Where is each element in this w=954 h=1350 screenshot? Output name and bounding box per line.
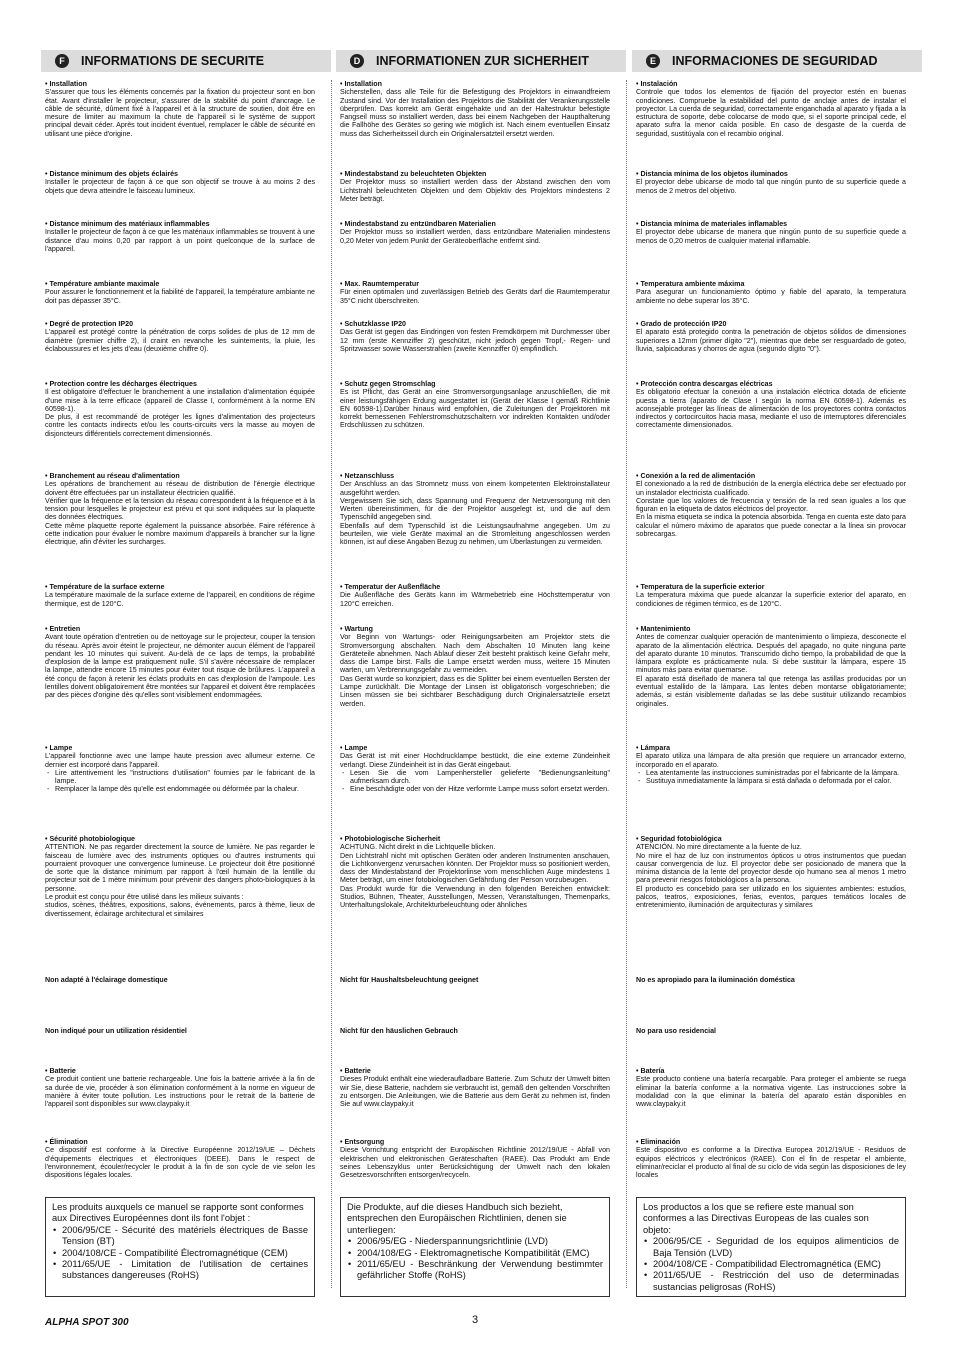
paragraph: Der Projektor muss so installiert werden, dass entzündbare Materialien mindestens 0,20 Meter von jedem Punkt der Geräteoberfläche entfernt sind.	[340, 228, 610, 245]
page-number: 3	[472, 1314, 479, 1326]
directive-list	[347, 1236, 603, 1282]
safety-section	[340, 280, 610, 305]
directive-list	[52, 1225, 308, 1282]
compliance-box	[340, 1197, 610, 1297]
section-header	[632, 50, 922, 72]
safety-section	[340, 1067, 610, 1108]
section-heading: • Lampe	[45, 744, 73, 752]
language-badge: E	[646, 54, 660, 68]
list-item: - Remplacer la lampe dès qu'elle est endommagée ou déformée par la chaleur.	[55, 785, 315, 793]
safety-section	[45, 1067, 315, 1108]
section-heading: • Temperatura de la superficie exterior	[636, 583, 765, 591]
column-german	[336, 50, 626, 1281]
language-badge: D	[350, 54, 364, 68]
paragraph: Den Lichtstrahl nicht mit optischen Geräten oder anderen Instrumenten anschauen, die Lichtkonvergenz verursachen könnten. Der Projektor muss so positioniert werden, dass der Mindestabstand der Projektorlinse vom menschlichen Auge mindestens 1 Meter beträgt, um einer fotobiologischen Gefährdung der Person vorzubeugen.	[340, 851, 610, 885]
safety-section	[340, 320, 610, 353]
paragraph: ATENCIÓN. No mire directamente a la fuente de luz.	[636, 843, 802, 852]
usage-notice: Nicht für Haushaltsbeleuchtung geeignet	[340, 976, 479, 984]
paragraph: Ce produit contient une batterie rechargeable. Une fois la batterie arrivée à la fin de sa durée de vie, procéder à son élimination conformément à la norme en vigueur de manière à éviter toute pollution. Les instructions pour le retrait de la batterie de l'appareil sont disponibles sur www.claypaky.it	[45, 1075, 315, 1109]
paragraph: El proyector debe ubicarse de modo tal que ningún punto de su superficie quede a menos de 2 metros del objetivo.	[636, 178, 906, 195]
compliance-box	[45, 1197, 315, 1297]
section-heading: • Conexión a la red de alimentación	[636, 472, 756, 480]
safety-section	[636, 220, 906, 245]
section-title: INFORMATIONEN ZUR SICHERHEIT	[376, 54, 589, 68]
section-heading: • Photobiologische Sicherheit	[340, 835, 441, 843]
paragraph: Das Produkt wurde für die Verwendung in den folgenden Bereichen entwickelt: Studios, Bühnen, Theater, Ausstellungen, Messen, Veranstaltungen, Themenparks, Unterhaltungslokale, Architekturbeleuchtung oder ähnliches	[340, 884, 610, 910]
safety-section	[340, 744, 610, 794]
safety-section	[636, 80, 906, 138]
safety-section	[45, 835, 315, 918]
safety-section	[636, 472, 906, 538]
safety-section	[45, 170, 315, 195]
directive-item: • 2006/95/EG - Niederspannungsrichtlinie (LVD)	[357, 1236, 603, 1247]
section-heading: • Eliminación	[636, 1138, 681, 1146]
section-heading: • Instalación	[636, 80, 678, 88]
list-item: - Lire attentivement les "instructions d'utilisation" fournies par le fabricant de la lampe.	[55, 769, 315, 786]
section-heading: • Protection contre les décharges électriques	[45, 380, 197, 388]
section-heading: • Temperatur der Außenfläche	[340, 583, 441, 591]
section-heading: • Lampe	[340, 744, 368, 752]
paragraph: studios, scènes, théâtres, expositions, salons, événements, parcs à thème, lieux de divertissement, éclairage architectural et similaires	[45, 901, 315, 918]
usage-notice: No es apropiado para la iluminación doméstica	[636, 976, 795, 984]
section-heading: • Installation	[340, 80, 382, 88]
paragraph: Avant toute opération d'entretien ou de nettoyage sur le projecteur, couper la tension du réseau. Après avoir éteint le projecteur, ne démonter aucun élément de l'appareil pendant les 10 minutes qui suivent. Au-delà de ce laps de temps, la probabilité d'explosion de la lampe est pratiquement nulle. S'il s'avère nécessaire de remplacer la lampe, attendre encore 15 minutes pour éviter tout risque de brûlures. L'appareil a été conçu de façon à retenir les éclats produits en cas d'explosion de l'ampoule. Les lentilles doivent obligatoirement être montées sur l'appareil et doivent être remplacées par des pièces d'origine dès qu'elles sont visiblement endommagées.	[45, 633, 315, 700]
paragraph: S'assurer que tous les éléments concernés par la fixation du projecteur sont en bon état. Avant d'installer le projecteur, s'assurer de la stabilité du point d'ancrage. Le câble de sécurité, dûment fixé à l'appareil et à la structure de soutien, doit être en mesure de limiter au maximum la chute de l'appareil si le système de support principal devait céder. Après tout incident éventuel, remplacer le câble de sécurité en utilisant une pièce d'origine.	[45, 88, 315, 138]
section-heading: • Seguridad fotobiológica	[636, 835, 722, 843]
safety-section	[340, 1138, 610, 1179]
paragraph: ATTENTION. Ne pas regarder directement la source de lumière. Ne pas regarder le faisceau de lumière avec des instruments optiques ou d'autres instruments qui pourraient provoquer une convergence lumineuse. Le projecteur doit être positionné de sorte que la distance minimum par rapport à l'œil humain de la lentille du projecteur soit de 1 mètre minimum pour prévenir des dangers photo-biologiques à la personne.	[45, 843, 315, 893]
directive-item: • 2004/108/CE - Compatibilidad Electromagnética (EMC)	[653, 1259, 899, 1270]
paragraph: El producto es concebido para ser utilizado en los siguientes ambientes: estudios, palcos, teatros, exposiciones, ferias, eventos, parques temáticos locales de entretenimiento, iluminación de arquitecturas y similares	[636, 884, 906, 910]
safety-section	[340, 835, 610, 910]
column-french	[41, 50, 331, 1281]
paragraph: De plus, il est recommandé de protéger les lignes d'alimentation des projecteurs contre les contacts indirects et/ou les courts-circuits vers la masse au moyen de disjoncteurs différentiels correctement dimensionnés.	[45, 413, 315, 438]
usage-notice: Non indiqué pour un utilization résidentiel	[45, 1027, 187, 1035]
list-item: - Eine beschädigte oder von der Hitze verformte Lampe muss sofort ersetzt werden.	[350, 785, 610, 793]
compliance-box	[636, 1197, 906, 1297]
safety-section	[636, 170, 906, 195]
footer-model-name: ALPHA SPOT 300	[45, 1317, 129, 1328]
safety-section	[636, 625, 906, 708]
list-item: - Lea atentamente las instrucciones suministradas por el fabricante de la lámpara.	[646, 769, 906, 777]
safety-section	[636, 1138, 906, 1179]
paragraph: ACHTUNG. Nicht direkt in die Lichtquelle blicken.	[340, 843, 496, 852]
paragraph: Este producto contiene una batería recargable. Para proteger el ambiente se ruega eliminar la batería conforme a la normativa vigente. Las instrucciones sobre la modalidad con la que eliminar la batería del aparato están disponibles en www.claypaky.it	[636, 1075, 906, 1109]
compliance-intro: Los productos a los que se refiere este manual son conformes a las Directivas Europeas de las cuales son objeto:	[643, 1202, 869, 1235]
paragraph: Para asegurar un funcionamiento óptimo y fiable del aparato, la temperatura ambiente no debe superar los 35°C.	[636, 288, 906, 305]
paragraph: Das Gerät ist gegen das Eindringen von festen Fremdkörpern mit Durchmesser über 12 mm (erste Kennziffer 2) geschützt, nicht jedoch gegen Tropf,- Regen- und Spritzwasser sowie Wasserstrahlen (zweite Kennziffer 0) empfindlich.	[340, 328, 610, 353]
paragraph: El aparato está diseñado de manera tal que retenga las astillas producidas por un eventual estallido de la lámpara. Las lentes deben montarse obligatoriamente; además, si están visiblemente dañadas se las debe sustituir utilizando recambios originales.	[636, 674, 906, 708]
paragraph: Das Gerät wurde so konzipiert, dass es die Splitter bei einem eventuellen Bersten der Lampe zurückhält. Die Montage der Linsen ist obligatorisch vorgeschrieben; die Linsen müssen sie bei sichtbarer Beschädigung durch Originalersatzteile ersetzt werden.	[340, 674, 610, 708]
paragraph: L'appareil est protégé contre la pénétration de corps solides de plus de 12 mm de diamètre (premier chiffre 2), il craint en revanche les suintements, la pluie, les éclaboussures et les jets d'eau (deuxième chiffre 0).	[45, 328, 315, 353]
paragraph: Die Außenfläche des Geräts kann im Wärmebetrieb eine Höchsttemperatur von 120°C erreichen.	[340, 591, 610, 608]
bullet-list	[340, 769, 610, 794]
safety-section	[636, 835, 906, 910]
section-heading: • Distance minimum des matériaux inflammables	[45, 220, 210, 228]
paragraph: Vérifier que la fréquence et la tension du réseau correspondent à la fréquence et à la tension pour lesquelles le projecteur est prévu et qui sont indiquées sur la plaquette des données électriques.	[45, 496, 315, 522]
section-heading: • Batterie	[340, 1067, 371, 1075]
section-heading: • Température ambiante maximale	[45, 280, 160, 288]
bullet-list	[636, 769, 906, 786]
section-heading: • Wartung	[340, 625, 373, 633]
paragraph: El proyector debe ubicarse de manera que ningún punto de su superficie quede a menos de 0,20 metros de cualquier material inflamable.	[636, 228, 906, 245]
column-divider	[331, 80, 332, 1288]
section-title: INFORMATIONS DE SECURITE	[81, 54, 265, 68]
section-heading: • Protección contra descargas eléctricas	[636, 380, 773, 388]
section-heading: • Schutz gegen Stromschlag	[340, 380, 436, 388]
section-heading: • Lámpara	[636, 744, 671, 752]
paragraph: Für einen optimalen und zuverlässigen Betrieb des Geräts darf die Raumtemperatur 35°C nicht überschreiten.	[340, 288, 610, 305]
safety-section	[45, 1138, 315, 1179]
compliance-intro: Les produits auxquels ce manuel se rapporte sont conformes aux Directives Européennes dont ils font l'objet :	[52, 1202, 304, 1224]
safety-section	[45, 625, 315, 700]
paragraph: Diese Vorrichtung entspricht der Europäischen Richtlinie 2012/19/UE - Abfall von elektrischen und elektronischen Geräteschaften (RAEE). Das Produkt am Ende seines Lebenszyklus unter Berücksichtigung der Umwelt nach den lokalen Gesetzesvorschriften entsorgen/recyceln.	[340, 1146, 610, 1180]
section-heading: • Température de la surface externe	[45, 583, 165, 591]
paragraph: Pour assurer le fonctionnement et la fiabilité de l'appareil, la température ambiante ne doit pas dépasser 35°C.	[45, 288, 315, 305]
section-heading: • Netzanschluss	[340, 472, 395, 480]
paragraph: L'appareil fonctionne avec une lampe haute pression avec allumeur externe. Ce dernier est incorporé dans l'appareil.	[45, 752, 315, 769]
directive-item: • 2011/65/EU - Beschränkung der Verwendung bestimmter gefährlicher Stoffe (RoHS)	[357, 1259, 603, 1282]
safety-section	[340, 583, 610, 608]
section-heading: • Sécurité photobiologique	[45, 835, 135, 843]
paragraph: El conexionado a la red de distribución de la energía eléctrica debe ser efectuado por un instalador electricista cualificado.	[636, 480, 906, 497]
section-heading: • Mindestabstand zu entzündbaren Materialien	[340, 220, 496, 228]
safety-section	[340, 170, 610, 203]
paragraph: Installer le projecteur de façon à ce que les matériaux inflammables se trouvent à une distance d'au moins 0,20 par rapport à un point quelconque de la surface de l'appareil.	[45, 228, 315, 253]
section-title: INFORMACIONES DE SEGURIDAD	[672, 54, 878, 68]
compliance-intro: Die Produkte, auf die dieses Handbuch sich bezieht, entsprechen den Europäischen Richtlinien, denen sie unterliegen:	[347, 1202, 567, 1235]
safety-section	[45, 744, 315, 794]
safety-section	[45, 220, 315, 253]
paragraph: Controle que todos los elementos de fijación del proyector estén en buenas condiciones. Compruebe la estabilidad del punto de anclaje antes de instalar el proyector. La cuerda de seguridad, correctamente enganchada al aparato y fijada a la estructura de soporte, debe colocarse de modo que, si el soporte principal cede, el aparato sufra la menor caída posible. En caso de desgaste de la cuerda de seguridad, sustitúyala con el recambio original.	[636, 88, 906, 138]
paragraph: Constate que los valores de frecuencia y tensión de la red sean iguales a los que figuran en la etiqueta de datos eléctricos del proyector.	[636, 496, 906, 514]
paragraph: La température maximale de la surface externe de l'appareil, en conditions de régime thermique, est de 120°C.	[45, 591, 315, 608]
paragraph: Vor Beginn von Wartungs- oder Reinigungsarbeiten am Projektor stets die Stromversorgung abschalten. Nach dem Abschalten 10 Minuten lang keine Geräteteile abnehmen. Nach Ablauf dieser Zeit besteht praktisch keine Gefahr mehr, dass die Lampe birst. Falls die Lampe ersetzt werden muss, weitere 15 Minuten warten, um Verbrennungsgefahr zu vermeiden.	[340, 633, 610, 675]
paragraph: Es ist Pflicht, das Gerät an eine Stromversorgungsanlage anzuschließen, die mit einer leistungsfähigen Erdung ausgestattet ist (Gerät der Klasse I gemäß Richtlinie EN 60598-1).Darüber hinaus wird empfohlen, die Zuleitungen der Projektoren mit korrekt bemessenen Fehlerstromschutzschaltern vor indirekten Kontakten und/oder Erdschlüssen zu schützen.	[340, 388, 610, 430]
paragraph: Es obligatorio efectuar la conexión a una instalación eléctrica dotada de eficiente puesta a tierra (aparato de Clase I según la norma EN 60598-1). Además es aconsejable proteger las líneas de alimentación de los proyectores contra contactos indirectos y cortocircuitos hacia masa, mediante el uso de interruptores diferenciales correctamente dimensionados.	[636, 388, 906, 430]
section-header	[41, 50, 331, 72]
section-heading: • Batería	[636, 1067, 665, 1075]
paragraph: Ebenfalls auf dem Typenschild ist die Leistungsaufnahme angegeben. Um zu beurteilen, wie viele Geräte maximal an die Stromleitung angeschlossen werden können, ist auf diese Angaben Bezug zu nehmen, um Überlastungen zu vermeiden.	[340, 521, 610, 547]
paragraph: Vergewissern Sie sich, dass Spannung und Frequenz der Netzversorgung mit den Werten übereinstimmen, für die der Projektor ausgelegt ist, und die auf dem Typenschild angegeben sind.	[340, 496, 610, 522]
paragraph: Der Projektor muss so installiert werden dass der Abstand zwischen den vom Lichtstrahl beleuchteten Objekten und dem Objektiv des Projektors mindestens 2 Meter beträgt.	[340, 178, 610, 203]
section-heading: • Installation	[45, 80, 87, 88]
paragraph: Installer le projecteur de façon à ce que son objectif se trouve à au moins 2 des objets que devra atteindre le faisceau lumineux.	[45, 178, 315, 195]
paragraph: Les opérations de branchement au réseau de distribution de l'énergie électrique doivent être effectuées par un installateur électricien qualifié.	[45, 480, 315, 497]
section-heading: • Max. Raumtemperatur	[340, 280, 419, 288]
list-item: - Lesen Sie die vom Lampenhersteller gelieferte "Bedienungsanleitung" aufmerksam durch.	[350, 769, 610, 786]
safety-section	[340, 80, 610, 138]
column-divider	[626, 80, 627, 1288]
paragraph: Dieses Produkt enthält eine wiederaufladbare Batterie. Zum Schutz der Umwelt bitten wir Sie, diese Batterie, nachdem sie verbraucht ist, gemäß den geltenden Vorschriften zu entsorgen. Die Anleitungen, wie die Batterie aus dem Gerät zu nehmen ist, finden Sie auf www.claypaky.it	[340, 1075, 610, 1109]
safety-section	[636, 380, 906, 430]
section-header	[336, 50, 626, 72]
safety-section	[636, 320, 906, 353]
paragraph: El aparato está protegido contra la penetración de objetos sólidos de dimensiones superiores a 12mm (primer dígito "2"), mientras que debe ser resguardado de goteo, lluvia, salpicaduras y chorros de agua (segundo dígito "0").	[636, 328, 906, 353]
safety-section	[636, 583, 906, 608]
safety-section	[45, 583, 315, 608]
safety-section	[45, 280, 315, 305]
section-heading: • Mantenimiento	[636, 625, 691, 633]
section-heading: • Entretien	[45, 625, 81, 633]
safety-section	[45, 80, 315, 138]
directive-item: • 2006/95/CE - Seguridad de los equipos alimenticios de Baja Tensión (LVD)	[653, 1236, 899, 1259]
paragraph: Le produit est conçu pour être utilisé dans les milieux suivants :	[45, 893, 244, 902]
directive-item: • 2011/65/UE - Restricción del uso de determinadas sustancias peligrosas (RoHS)	[653, 1270, 899, 1293]
paragraph: Antes de comenzar cualquier operación de mantenimiento o limpieza, desconecte el aparato de la alimentación eléctrica. Después del apagado, no quite ninguna parte del aparato durante 10 minutos. Transcurrido dicho tiempo, la probabilidad de que la lámpara explote es prácticamente nula. Si debe sustituir la lámpara, espere 15 minutos más para evitar quemarse.	[636, 633, 906, 675]
safety-section	[340, 380, 610, 430]
bullet-list	[45, 769, 315, 794]
section-heading: • Degré de protection IP20	[45, 320, 134, 328]
section-heading: • Batterie	[45, 1067, 76, 1075]
section-heading: • Distancia mínima de los objetos iluminados	[636, 170, 788, 178]
usage-notice: Nicht für den häuslichen Gebrauch	[340, 1027, 458, 1035]
directive-item: • 2004/108/CE - Compatibilité Électromagnétique (CEM)	[62, 1248, 308, 1259]
paragraph: Ce dispositif est conforme à la Directive Européenne 2012/19/UE – Déchets d'équipements électriques et électroniques (DEEE). Dans le respect de l'environnement, écouler/recycler le produit à la fin de son cycle de vie selon les dispositions légales locales.	[45, 1146, 315, 1180]
section-heading: • Mindestabstand zu beleuchteten Objekten	[340, 170, 487, 178]
safety-section	[340, 472, 610, 547]
directive-list	[643, 1236, 899, 1293]
paragraph: La temperatura máxima que puede alcanzar la superficie exterior del aparato, en condiciones de régimen térmico, es de 120°C.	[636, 591, 906, 608]
directive-item: • 2004/108/EG - Elektromagnetische Kompatibilität (EMC)	[357, 1248, 603, 1259]
section-heading: • Schutzklasse IP20	[340, 320, 406, 328]
section-heading: • Temperatura ambiente máxima	[636, 280, 745, 288]
paragraph: Cette même plaquette reporte également la puissance absorbée. Faire référence à cette indication pour évaluer le nombre maximum d'appareils à brancher sur la ligne électrique, afin d'éviter les surcharges.	[45, 521, 315, 547]
section-heading: • Entsorgung	[340, 1138, 385, 1146]
section-heading: • Distance minimum des objets éclairés	[45, 170, 178, 178]
list-item: - Sustituya inmediatamente la lámpara si está dañada o deformada por el calor.	[646, 777, 906, 785]
safety-section	[45, 380, 315, 438]
language-badge: F	[55, 54, 69, 68]
paragraph: El aparato utiliza una lámpara de alta presión que requiere un arrancador externo, incorporado en el aparato.	[636, 752, 906, 769]
paragraph: Sicherstellen, dass alle Teile für die Befestigung des Projektors in einwandfreiem Zustand sind. Vor der Installation des Projektors die Stabilität der Verankerungsstelle überprüfen. Das korrekt am Gerät eingehakte und an der Haltestruktur befestigte Fangseil muss so installiert werden, dass bei einem Nachgeben der Haupthalterung die Fallhöhe des Gerätes so gering wie möglich ist. Nach einem eventuellen Einsatz muss das Sicherheitsseil durch ein Originalersatzteil ersetzt werden.	[340, 88, 610, 138]
section-heading: • Grado de protección IP20	[636, 320, 727, 328]
safety-section	[636, 1067, 906, 1108]
usage-notice: Non adapté à l'éclairage domestique	[45, 976, 168, 984]
section-heading: • Branchement au réseau d'alimentation	[45, 472, 180, 480]
directive-item: • 2006/95/CE - Sécurité des matériels électriques de Basse Tension (BT)	[62, 1225, 308, 1248]
safety-section	[636, 744, 906, 785]
safety-section	[340, 625, 610, 708]
safety-section	[45, 320, 315, 353]
paragraph: En la misma etiqueta se indica la potencia absorbida. Tenga en cuenta este dato para calcular el número máximo de aparatos que puede conectar a la línea sin provocar sobrecargas.	[636, 513, 906, 539]
safety-section	[45, 472, 315, 547]
usage-notice: No para uso residencial	[636, 1027, 717, 1035]
safety-section	[636, 280, 906, 305]
section-heading: • Distancia mínima de materiales inflamables	[636, 220, 788, 228]
paragraph: Il est obligatoire d'effectuer le branchement à une installation d'alimentation équipée d'une mise à la terre efficace (appareil de Classe I, conformément à la norme EN 60598-1).	[45, 388, 315, 413]
paragraph: No mire el haz de luz con instrumentos ópticos u otros instrumentos que puedan causar convergencia de luz. El proyector debe ser posicionado de manera que la mínima distancia de la lente del proyector desde ojo humano sea al menos 1 metro para prevenir riesgos fotobiológicos a la persona.	[636, 851, 906, 885]
column-spanish	[632, 50, 922, 1292]
paragraph: Der Anschluss an das Stromnetz muss von einem kompetenten Elektroinstallateur ausgeführt werden.	[340, 480, 610, 497]
paragraph: Das Gerät ist mit einer Hochdrucklampe bestückt, die eine externe Zündeinheit verlangt. Diese Zündeinheit ist in das Gerät eingebaut.	[340, 752, 610, 769]
section-heading: • Élimination	[45, 1138, 88, 1146]
paragraph: Este dispositivo es conforme a la Directiva Europea 2012/19/UE - Residuos de equipos eléctricos y electrónicos (RAEE). Con el fin de respetar el ambiente, eliminar/reciclar el producto al final de su ciclo de vida según las disposiciones de ley locales	[636, 1146, 906, 1180]
safety-section	[340, 220, 610, 245]
directive-item: • 2011/65/UE - Limitation de l'utilisation de certaines substances dangereuses (RoHS)	[62, 1259, 308, 1282]
